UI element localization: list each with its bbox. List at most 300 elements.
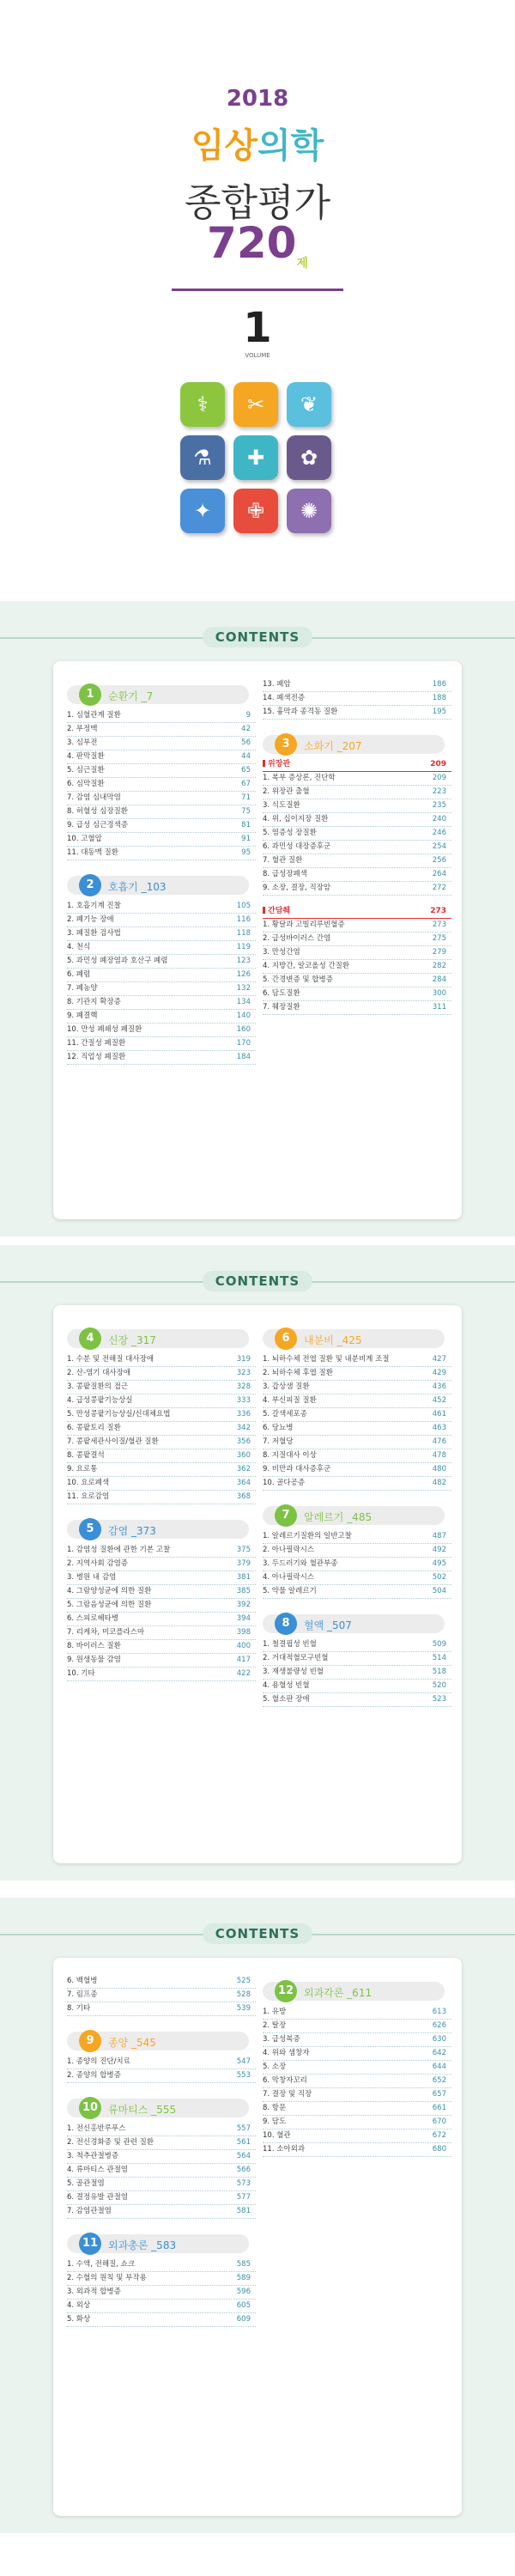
chapter-header bbox=[263, 1326, 451, 1350]
toc-label: 4. 위와 샘창자 bbox=[263, 2049, 310, 2057]
page-number: 400 bbox=[236, 1642, 251, 1650]
page-number: 91 bbox=[241, 835, 251, 843]
toc-entry bbox=[263, 1353, 451, 1367]
toc-entry bbox=[67, 1477, 256, 1491]
page-number: 644 bbox=[432, 2063, 446, 2071]
page-number: 566 bbox=[236, 2166, 251, 2174]
chapter-header bbox=[263, 732, 451, 756]
chapter-title: 신장 _317 bbox=[108, 1334, 156, 1346]
toc-label: 4. 급성콩팥기능상실 bbox=[67, 1396, 133, 1405]
toc-entry bbox=[67, 819, 256, 833]
toc-label: 9. 비만과 대사증후군 bbox=[263, 1465, 331, 1473]
page-number: 381 bbox=[236, 1573, 251, 1582]
page-number: 392 bbox=[236, 1601, 251, 1609]
toc-label: 11. 요로감염 bbox=[67, 1492, 110, 1501]
toc-label: 10. 만성 폐쇄성 폐질환 bbox=[67, 1025, 142, 1034]
cell-icon: ✺ bbox=[287, 489, 331, 533]
toc-entry bbox=[263, 933, 451, 946]
toc-entry bbox=[67, 1353, 256, 1367]
spacer bbox=[67, 2083, 256, 2092]
toc-label: 7. 혈관 질환 bbox=[263, 856, 303, 865]
toc-entry bbox=[67, 2205, 256, 2219]
toc-entry bbox=[67, 847, 256, 860]
contents-column-left bbox=[67, 1975, 256, 2327]
toc-entry bbox=[263, 1463, 451, 1477]
page-number: 9 bbox=[245, 711, 251, 720]
toc-entry bbox=[67, 2300, 256, 2313]
toc-entry bbox=[263, 692, 451, 706]
toc-label: 4. 류마티스 관절염 bbox=[67, 2166, 128, 2174]
toc-label: 6. 담도질환 bbox=[263, 989, 300, 998]
page-number: 480 bbox=[432, 1465, 446, 1473]
toc-entry bbox=[67, 709, 256, 723]
page-number: 240 bbox=[432, 815, 446, 823]
toc-label: 7. 리케차, 미코플라스마 bbox=[67, 1628, 145, 1637]
toc-label: 2. 산-염기 대사장애 bbox=[67, 1369, 131, 1377]
toc-entry bbox=[67, 1654, 256, 1668]
page-number: 398 bbox=[236, 1628, 251, 1637]
page-number: 525 bbox=[236, 1977, 251, 1985]
toc-label: 5. 혈소판 장애 bbox=[263, 1695, 310, 1704]
contents-column-right bbox=[263, 678, 451, 1015]
chapter-number: 9 bbox=[79, 2030, 101, 2052]
surgery-icon: ✂ bbox=[233, 382, 278, 427]
toc-label: 1. 전신홍반루푸스 bbox=[67, 2124, 126, 2133]
toc-entry bbox=[67, 2150, 256, 2164]
toc-entry bbox=[67, 805, 256, 819]
page-number: 81 bbox=[241, 821, 251, 829]
chapter-title: 외과각론 _611 bbox=[304, 1987, 373, 1999]
page-number: 528 bbox=[236, 1990, 251, 1999]
toc-entry bbox=[263, 946, 451, 960]
toc-label: 5. 그람음성균에 의한 질환 bbox=[67, 1601, 152, 1609]
toc-label: 3. 재생불량성 빈혈 bbox=[263, 1668, 324, 1676]
toc-label: 9. 담도 bbox=[263, 2117, 287, 2126]
volume-number: 1 bbox=[243, 304, 272, 352]
toc-label: 12. 직업성 폐질환 bbox=[67, 1053, 126, 1061]
toc-entry bbox=[67, 1668, 256, 1681]
toc-entry bbox=[67, 2136, 256, 2150]
toc-label: 5. 갈색세포종 bbox=[263, 1410, 307, 1419]
toc-entry bbox=[67, 723, 256, 737]
chapter-number: 8 bbox=[275, 1613, 297, 1635]
subsection-marker bbox=[263, 907, 265, 914]
page-number: 605 bbox=[236, 2301, 251, 2310]
toc-entry bbox=[67, 2272, 256, 2286]
page-number: 186 bbox=[432, 680, 446, 689]
toc-label: 7. 감염관절염 bbox=[67, 2207, 112, 2215]
page-number: 256 bbox=[432, 856, 446, 865]
page-number: 495 bbox=[432, 1559, 446, 1568]
page-number: 680 bbox=[432, 2145, 446, 2154]
page-number: 360 bbox=[236, 1451, 251, 1460]
chapter-header bbox=[67, 872, 256, 896]
toc-entry bbox=[263, 1381, 451, 1394]
toc-entry bbox=[263, 799, 451, 813]
toc-label: 1. 알레르기질환의 일반고찰 bbox=[263, 1532, 352, 1540]
page-number: 518 bbox=[432, 1668, 446, 1676]
toc-entry bbox=[67, 1367, 256, 1381]
toc-label: 1. 호흡기계 진찰 bbox=[67, 902, 121, 910]
toc-label: 2. 위장관 출혈 bbox=[263, 787, 310, 796]
cover-divider bbox=[172, 289, 343, 291]
page-number: 561 bbox=[236, 2138, 251, 2147]
toc-label: 5. 소장 bbox=[263, 2063, 287, 2071]
toc-entry bbox=[263, 1585, 451, 1599]
toc-label: 6. 당뇨병 bbox=[263, 1424, 294, 1432]
page-number: 65 bbox=[241, 766, 251, 775]
chapter-header bbox=[67, 2231, 256, 2255]
toc-entry bbox=[263, 2143, 451, 2157]
page-number: 452 bbox=[432, 1396, 446, 1405]
toc-entry bbox=[67, 1544, 256, 1558]
toc-label: 1. 종양의 진단/치료 bbox=[67, 2057, 130, 2066]
toc-entry bbox=[263, 974, 451, 987]
toc-entry bbox=[67, 2164, 256, 2178]
chapter-header bbox=[263, 1978, 451, 2002]
page-number: 75 bbox=[241, 807, 251, 816]
toc-entry bbox=[67, 1491, 256, 1504]
toc-entry bbox=[67, 900, 256, 914]
toc-label: 5. 과민성 폐장염과 호산구 폐렴 bbox=[67, 957, 168, 965]
toc-label: 11. 소아외과 bbox=[263, 2145, 306, 2154]
toc-label: 4. 위, 십이지장 질환 bbox=[263, 815, 329, 823]
page-number: 119 bbox=[236, 943, 251, 951]
toc-label: 10. 골다공증 bbox=[263, 1479, 306, 1487]
contents-title: CONTENTS bbox=[203, 1271, 312, 1291]
toc-entry bbox=[263, 1449, 451, 1463]
doctor-icon: ⚕ bbox=[180, 382, 225, 427]
toc-label: 10. 고혈압 bbox=[67, 835, 102, 843]
toc-entry bbox=[67, 764, 256, 778]
toc-label: 1. 철결핍성 빈혈 bbox=[263, 1640, 317, 1649]
page-number: 523 bbox=[432, 1695, 446, 1704]
page-number: 478 bbox=[432, 1451, 446, 1460]
toc-label: 7. 결장 및 직장 bbox=[263, 2090, 312, 2099]
toc-label: 8. 지질대사 이상 bbox=[263, 1451, 317, 1460]
toc-entry bbox=[67, 737, 256, 750]
chapter-title: 순환기 _7 bbox=[108, 690, 154, 702]
page-number: 476 bbox=[432, 1437, 446, 1446]
page-number: 577 bbox=[236, 2193, 251, 2202]
subsection-label: 위장관 bbox=[268, 760, 291, 769]
page-number: 375 bbox=[236, 1546, 251, 1554]
toc-entry bbox=[67, 2191, 256, 2205]
toc-entry bbox=[67, 955, 256, 969]
toc-entry bbox=[67, 1422, 256, 1436]
page-number: 273 bbox=[432, 920, 446, 929]
page-number: 126 bbox=[236, 970, 251, 979]
toc-label: 1. 복부 증상론, 진단학 bbox=[263, 774, 336, 782]
spacer bbox=[263, 896, 451, 904]
chapter-number: 7 bbox=[275, 1504, 297, 1527]
toc-label: 4. 아나필락시스 bbox=[263, 1573, 315, 1582]
chapter-header bbox=[263, 1503, 451, 1527]
toc-label: 5. 염증성 장질환 bbox=[263, 829, 317, 837]
toc-entry bbox=[67, 941, 256, 955]
toc-entry bbox=[263, 2033, 451, 2047]
toc-label: 10. 기타 bbox=[67, 1669, 95, 1678]
page-number: 652 bbox=[432, 2076, 446, 2085]
toc-label: 3. 폐질환 검사법 bbox=[67, 929, 121, 938]
chapter-header bbox=[67, 1326, 256, 1350]
contents-title: CONTENTS bbox=[203, 627, 312, 647]
page-number: 246 bbox=[432, 829, 446, 837]
toc-label: 2. 급성바이러스 간염 bbox=[263, 934, 331, 943]
chapter-number: 6 bbox=[275, 1327, 297, 1350]
toc-entry bbox=[67, 1640, 256, 1654]
page-number: 514 bbox=[432, 1654, 446, 1662]
page-number: 300 bbox=[432, 989, 446, 998]
toc-label: 4. 판막질환 bbox=[67, 752, 105, 761]
toc-label: 5. 만성콩팥기능상실/신대체요법 bbox=[67, 1410, 171, 1419]
toc-label: 8. 허혈성 심장질환 bbox=[67, 807, 128, 816]
spacer bbox=[67, 860, 256, 869]
toc-entry bbox=[263, 1693, 451, 1707]
toc-entry bbox=[67, 927, 256, 941]
toc-label: 1. 감염성 질환에 관한 기본 고찰 bbox=[67, 1546, 171, 1554]
page-number: 385 bbox=[236, 1587, 251, 1595]
toc-entry bbox=[263, 2020, 451, 2033]
page-number: 364 bbox=[236, 1479, 251, 1487]
toc-entry bbox=[67, 1051, 256, 1065]
page-number: 356 bbox=[236, 1437, 251, 1446]
toc-entry bbox=[263, 2061, 451, 2075]
page-number: 609 bbox=[236, 2315, 251, 2324]
page-number: 368 bbox=[236, 1492, 251, 1501]
page-number: 613 bbox=[432, 2008, 446, 2016]
page-number: 492 bbox=[432, 1546, 446, 1554]
chapter-number: 4 bbox=[79, 1327, 101, 1350]
page-number: 626 bbox=[432, 2021, 446, 2030]
page-number: 482 bbox=[432, 1479, 446, 1487]
page-number: 71 bbox=[241, 793, 251, 802]
toc-label: 13. 폐암 bbox=[263, 680, 291, 689]
medical-cross-icon: ✙ bbox=[233, 489, 278, 533]
toc-entry bbox=[67, 792, 256, 805]
chapter-title: 감염 _373 bbox=[108, 1525, 156, 1537]
toc-entry bbox=[263, 1544, 451, 1558]
page-number: 661 bbox=[432, 2104, 446, 2112]
subsection-marker bbox=[263, 760, 265, 767]
toc-label: 7. 림프종 bbox=[67, 1990, 98, 1999]
toc-label: 3. 외과적 합병증 bbox=[67, 2287, 121, 2296]
toc-label: 3. 두드러기와 혈관부종 bbox=[263, 1559, 338, 1568]
toc-label: 2. 수혈의 원칙 및 부작용 bbox=[67, 2274, 147, 2282]
page-number: 311 bbox=[432, 1003, 446, 1012]
toc-label: 6. 결정유발 관절염 bbox=[67, 2193, 128, 2202]
contents-column-right bbox=[263, 1322, 451, 1707]
page-number: 573 bbox=[236, 2179, 251, 2188]
page-number: 273 bbox=[430, 907, 446, 915]
page-number: 328 bbox=[236, 1382, 251, 1391]
toc-label: 8. 콩팥결석 bbox=[67, 1451, 105, 1460]
toc-entry bbox=[263, 2047, 451, 2061]
toc-label: 2. 폐기능 장애 bbox=[67, 915, 114, 924]
toc-entry bbox=[67, 1558, 256, 1571]
toc-entry bbox=[263, 2102, 451, 2116]
chapter-number: 12 bbox=[275, 1980, 297, 2002]
toc-entry bbox=[263, 1436, 451, 1449]
contents-card bbox=[53, 1958, 462, 2516]
toc-entry bbox=[263, 2088, 451, 2102]
toc-entry bbox=[263, 2075, 451, 2088]
toc-label: 6. 과민성 대장증후군 bbox=[263, 842, 331, 851]
page-number: 333 bbox=[236, 1396, 251, 1405]
toc-label: 2. 거대적혈모구빈혈 bbox=[263, 1654, 329, 1662]
chapter-number: 1 bbox=[79, 683, 101, 706]
toc-entry bbox=[263, 1666, 451, 1680]
page-number: 282 bbox=[432, 962, 446, 970]
toc-entry bbox=[263, 786, 451, 799]
page-number: 134 bbox=[236, 998, 251, 1006]
cross-icon: ✚ bbox=[233, 435, 278, 480]
toc-entry bbox=[263, 1652, 451, 1666]
toc-label: 3. 식도질환 bbox=[263, 801, 300, 810]
page-number: 581 bbox=[236, 2207, 251, 2215]
toc-label: 8. 기타 bbox=[67, 2004, 91, 2013]
chapter-title: 알레르기 _485 bbox=[304, 1511, 373, 1523]
toc-entry bbox=[263, 1394, 451, 1408]
toc-label: 8. 기관지 확장증 bbox=[67, 998, 121, 1006]
toc-label: 2. 뇌하수체 후엽 질환 bbox=[263, 1369, 333, 1377]
toc-label: 9. 요로통 bbox=[67, 1465, 98, 1473]
contents-card bbox=[53, 1305, 462, 1863]
toc-label: 1. 수분 및 전해질 대사장애 bbox=[67, 1355, 154, 1364]
toc-entry bbox=[263, 987, 451, 1001]
medical-icon-grid bbox=[180, 382, 335, 537]
toc-label: 3. 척추관절병증 bbox=[67, 2152, 119, 2160]
contents-header bbox=[0, 1898, 515, 1941]
page-number: 209 bbox=[430, 760, 446, 769]
page-number: 504 bbox=[432, 1587, 446, 1595]
toc-entry bbox=[67, 778, 256, 792]
page-number: 547 bbox=[236, 2057, 251, 2066]
spacer bbox=[67, 2016, 256, 2025]
chapter-header bbox=[67, 1516, 256, 1540]
chapter-title: 종양 _545 bbox=[108, 2037, 156, 2049]
page-number: 394 bbox=[236, 1614, 251, 1623]
toc-label: 6. 콩팥토리 질환 bbox=[67, 1424, 121, 1432]
toc-entry bbox=[263, 2006, 451, 2020]
page-number: 319 bbox=[236, 1355, 251, 1364]
page-number: 95 bbox=[241, 848, 251, 857]
toc-label: 4. 천식 bbox=[67, 943, 91, 951]
contents-page-3 bbox=[0, 1898, 515, 2533]
page-number: 44 bbox=[241, 752, 251, 761]
page-number: 184 bbox=[236, 1053, 251, 1061]
spacer bbox=[67, 1504, 256, 1513]
page-number: 188 bbox=[432, 694, 446, 702]
organ-icon: ✿ bbox=[287, 435, 331, 480]
toc-entry bbox=[67, 2069, 256, 2083]
toc-label: 7. 감염 심내막염 bbox=[67, 793, 121, 802]
toc-entry bbox=[67, 982, 256, 996]
toc-label: 6. 막창자꼬리 bbox=[263, 2076, 307, 2085]
page-number: 279 bbox=[432, 948, 446, 957]
chapter-number: 11 bbox=[79, 2233, 101, 2255]
chapter-title: 호흡기 _103 bbox=[108, 881, 167, 893]
page-number: 429 bbox=[432, 1369, 446, 1377]
chapter-number: 5 bbox=[79, 1518, 101, 1540]
toc-label: 2. 지역사회 감염증 bbox=[67, 1559, 128, 1568]
toc-entry bbox=[263, 1530, 451, 1544]
page-number: 509 bbox=[432, 1640, 446, 1649]
cover-title-line1 bbox=[0, 118, 515, 167]
toc-label: 2. 탈장 bbox=[263, 2021, 287, 2030]
toc-entry bbox=[67, 2002, 256, 2016]
toc-label: 8. 급성장폐색 bbox=[263, 870, 307, 878]
page-number: 557 bbox=[236, 2124, 251, 2133]
toc-label: 8. 바이러스 질환 bbox=[67, 1642, 121, 1650]
lungs-icon: ❦ bbox=[287, 382, 331, 427]
cover-title-line2: 종합평가 bbox=[184, 181, 330, 225]
chapter-number: 10 bbox=[79, 2097, 101, 2119]
page-number: 670 bbox=[432, 2117, 446, 2126]
toc-label: 1. 황달과 고빌리루빈혈증 bbox=[263, 920, 345, 929]
toc-entry bbox=[263, 841, 451, 854]
toc-label: 4. 외상 bbox=[67, 2301, 91, 2310]
toc-label: 10. 혈관 bbox=[263, 2131, 291, 2140]
chapter-title: 외과총론 _583 bbox=[108, 2239, 177, 2251]
toc-entry bbox=[263, 827, 451, 841]
page-number: 223 bbox=[432, 787, 446, 796]
cover-number: 720 bbox=[207, 218, 297, 268]
toc-entry bbox=[263, 1571, 451, 1585]
toc-entry bbox=[67, 914, 256, 927]
chapter-header bbox=[263, 1611, 451, 1635]
page-number: 323 bbox=[236, 1369, 251, 1377]
toc-entry bbox=[67, 1394, 256, 1408]
toc-label: 11. 간질성 폐질환 bbox=[67, 1039, 126, 1048]
toc-entry bbox=[67, 1989, 256, 2002]
chapter-title: 소화기 _207 bbox=[304, 740, 362, 752]
chapter-header bbox=[67, 2095, 256, 2119]
toc-entry bbox=[67, 1585, 256, 1599]
toc-label: 6. 심막질환 bbox=[67, 780, 105, 788]
contents-column-right bbox=[263, 1975, 451, 2157]
volume-word: VOLUME bbox=[245, 352, 270, 359]
toc-label: 11. 대동맥 질환 bbox=[67, 848, 118, 857]
pills-icon: ✦ bbox=[180, 489, 225, 533]
toc-entry bbox=[67, 1975, 256, 1989]
toc-label: 7. 콩팥세관사이질/혈관 질환 bbox=[67, 1437, 159, 1446]
spacer bbox=[67, 2219, 256, 2227]
toc-label: 15. 흉막과 종격동 질환 bbox=[263, 708, 338, 716]
toc-label: 6. 백혈병 bbox=[67, 1977, 98, 1985]
toc-label: 6. 폐렴 bbox=[67, 970, 91, 979]
toc-label: 1. 심혈관계 질환 bbox=[67, 711, 121, 720]
subsection-header bbox=[263, 759, 451, 772]
spacer bbox=[263, 1491, 451, 1499]
toc-label: 14. 폐색전증 bbox=[263, 694, 306, 702]
cover-title-a: 임상 bbox=[191, 126, 258, 166]
page-number: 264 bbox=[432, 870, 446, 878]
toc-entry bbox=[67, 996, 256, 1010]
spacer bbox=[263, 1599, 451, 1607]
contents-title: CONTENTS bbox=[203, 1923, 312, 1944]
page-number: 123 bbox=[236, 957, 251, 965]
chapter-title: 내분비 _425 bbox=[304, 1334, 362, 1346]
toc-entry bbox=[263, 854, 451, 868]
subsection-label: 간담췌 bbox=[268, 907, 291, 915]
page-number: 379 bbox=[236, 1559, 251, 1568]
chapter-title: 류마티스 _555 bbox=[108, 2104, 177, 2116]
toc-label: 9. 폐결핵 bbox=[67, 1012, 98, 1020]
toc-label: 3. 급성복증 bbox=[263, 2035, 300, 2044]
toc-entry bbox=[263, 706, 451, 720]
toc-entry bbox=[67, 750, 256, 764]
